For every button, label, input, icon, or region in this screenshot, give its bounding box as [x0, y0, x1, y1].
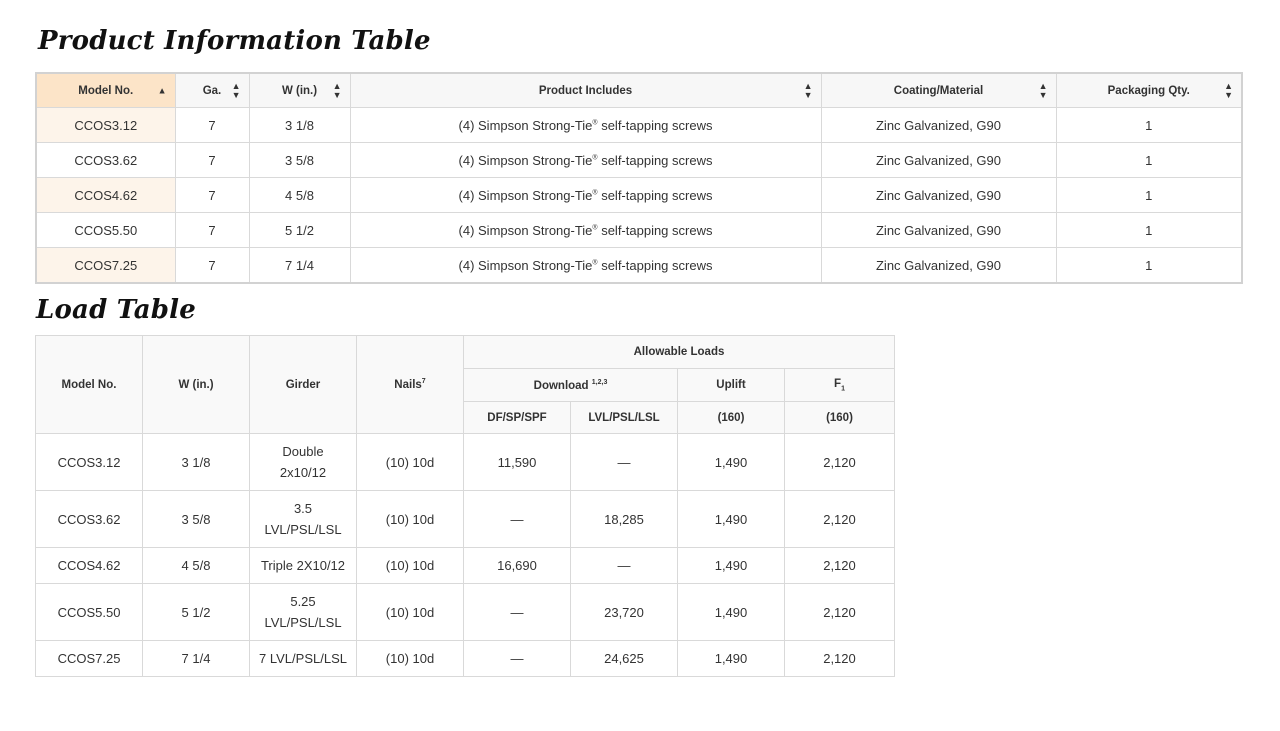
- ga-cell: 7: [175, 143, 249, 178]
- product-information-heading: Product Information Table: [38, 26, 431, 56]
- sort-icon: ▲ ▼: [803, 80, 813, 100]
- includes-text: (4) Simpson Strong-Tie: [458, 117, 593, 133]
- header-df-sp-spf: DF/SP/SPF: [464, 402, 571, 434]
- header-nails: [357, 336, 464, 434]
- header-model-no: Model No.: [36, 336, 143, 434]
- girder-line: LVL/PSL/LSL: [264, 615, 342, 630]
- qty-cell: 1: [1056, 108, 1242, 143]
- nails-cell: (10) 10d: [357, 491, 464, 548]
- header-f1: [785, 369, 895, 402]
- uplift-cell: 1,490: [678, 641, 785, 677]
- qty-cell: 1: [1056, 248, 1242, 284]
- qty-cell: 1: [1056, 178, 1242, 213]
- nails-cell: (10) 10d: [357, 434, 464, 491]
- uplift-cell: 1,490: [678, 584, 785, 641]
- coating-cell: Zinc Galvanized, G90: [821, 213, 1056, 248]
- uplift-cell: 1,490: [678, 548, 785, 584]
- table-row: [36, 143, 1242, 178]
- column-header-label: Packaging Qty.: [1107, 84, 1190, 97]
- w-cell: 5 1/2: [143, 584, 250, 641]
- f1-cell: 2,120: [785, 641, 895, 677]
- w-cell: 4 5/8: [249, 178, 350, 213]
- sort-ascending-icon: ▲: [157, 85, 167, 95]
- lvl-cell: —: [571, 434, 678, 491]
- header-f1-160: (160): [785, 402, 895, 434]
- table-row: [36, 548, 895, 584]
- includes-cell: [350, 213, 821, 248]
- table-row: [36, 178, 1242, 213]
- girder-cell: 7 LVL/PSL/LSL: [250, 641, 357, 677]
- table-row: [36, 213, 1242, 248]
- includes-cell: [350, 143, 821, 178]
- header-download-label: Download: [533, 379, 592, 392]
- model-cell: CCOS7.25: [36, 248, 175, 284]
- table-row: [36, 584, 895, 641]
- lvl-cell: 24,625: [571, 641, 678, 677]
- w-cell: 4 5/8: [143, 548, 250, 584]
- column-header-label: W (in.): [281, 84, 318, 97]
- header-girder: Girder: [250, 336, 357, 434]
- footnote-marker: 1,2,3: [591, 378, 608, 386]
- girder-line: 3.5: [293, 501, 313, 516]
- coating-cell: Zinc Galvanized, G90: [821, 143, 1056, 178]
- nails-cell: (10) 10d: [357, 641, 464, 677]
- girder-cell: [250, 491, 357, 548]
- df-cell: —: [464, 584, 571, 641]
- model-cell: CCOS5.50: [36, 213, 175, 248]
- header-uplift-160: (160): [678, 402, 785, 434]
- ga-cell: 7: [175, 108, 249, 143]
- df-cell: —: [464, 491, 571, 548]
- registered-mark: ®: [592, 119, 598, 127]
- df-cell: 11,590: [464, 434, 571, 491]
- girder-cell: [250, 434, 357, 491]
- girder-line: Double: [282, 444, 324, 459]
- table-row: [36, 491, 895, 548]
- model-cell: CCOS3.62: [36, 491, 143, 548]
- table-row: [36, 434, 895, 491]
- uplift-cell: 1,490: [678, 491, 785, 548]
- model-cell: CCOS5.50: [36, 584, 143, 641]
- includes-text: (4) Simpson Strong-Tie: [458, 257, 593, 273]
- w-cell: 3 5/8: [249, 143, 350, 178]
- product-header-row: [36, 73, 1242, 108]
- ga-cell: 7: [175, 178, 249, 213]
- w-cell: 3 1/8: [249, 108, 350, 143]
- ga-cell: 7: [175, 213, 249, 248]
- includes-text: (4) Simpson Strong-Tie: [458, 152, 593, 168]
- ga-cell: 7: [175, 248, 249, 284]
- header-download: [464, 369, 678, 402]
- column-header-coating-material[interactable]: [821, 73, 1056, 108]
- model-cell: CCOS3.62: [36, 143, 175, 178]
- header-allowable-loads: Allowable Loads: [464, 336, 895, 369]
- column-header-label: Product Includes: [538, 84, 633, 97]
- includes-text: self-tapping screws: [597, 117, 713, 133]
- coating-cell: Zinc Galvanized, G90: [821, 108, 1056, 143]
- sort-icon: ▲ ▼: [332, 80, 342, 100]
- product-information-table: [35, 72, 1243, 284]
- table-row: [36, 108, 1242, 143]
- girder-line: 5.25: [290, 594, 316, 609]
- footnote-marker: 7: [421, 378, 426, 386]
- uplift-cell: 1,490: [678, 434, 785, 491]
- includes-text: self-tapping screws: [597, 152, 713, 168]
- girder-line: 2x10/12: [279, 465, 327, 480]
- load-table-heading: Load Table: [36, 295, 197, 325]
- w-cell: 3 1/8: [143, 434, 250, 491]
- lvl-cell: 23,720: [571, 584, 678, 641]
- registered-mark: ®: [592, 259, 598, 267]
- w-cell: 7 1/4: [143, 641, 250, 677]
- includes-text: (4) Simpson Strong-Tie: [458, 187, 593, 203]
- column-header-model-no[interactable]: [36, 73, 175, 108]
- column-header-ga[interactable]: [175, 73, 249, 108]
- model-cell: CCOS4.62: [36, 548, 143, 584]
- f1-cell: 2,120: [785, 491, 895, 548]
- coating-cell: Zinc Galvanized, G90: [821, 178, 1056, 213]
- column-header-product-includes[interactable]: [350, 73, 821, 108]
- includes-text: self-tapping screws: [597, 222, 713, 238]
- includes-text: self-tapping screws: [597, 187, 713, 203]
- lvl-cell: 18,285: [571, 491, 678, 548]
- f1-cell: 2,120: [785, 584, 895, 641]
- f1-cell: 2,120: [785, 434, 895, 491]
- model-cell: CCOS7.25: [36, 641, 143, 677]
- f1-cell: 2,120: [785, 548, 895, 584]
- load-table: [35, 335, 895, 677]
- model-cell: CCOS3.12: [36, 434, 143, 491]
- nails-cell: (10) 10d: [357, 548, 464, 584]
- df-cell: —: [464, 641, 571, 677]
- registered-mark: ®: [592, 224, 598, 232]
- column-header-w[interactable]: [249, 73, 350, 108]
- header-w: W (in.): [143, 336, 250, 434]
- w-cell: 5 1/2: [249, 213, 350, 248]
- includes-text: (4) Simpson Strong-Tie: [458, 222, 593, 238]
- w-cell: 7 1/4: [249, 248, 350, 284]
- qty-cell: 1: [1056, 143, 1242, 178]
- girder-cell: Triple 2X10/12: [250, 548, 357, 584]
- sort-icon: ▲ ▼: [1224, 80, 1233, 100]
- nails-cell: (10) 10d: [357, 584, 464, 641]
- header-f-label: F: [834, 377, 842, 390]
- df-cell: 16,690: [464, 548, 571, 584]
- model-cell: CCOS4.62: [36, 178, 175, 213]
- includes-cell: [350, 248, 821, 284]
- header-uplift: Uplift: [678, 369, 785, 402]
- sort-icon: ▲ ▼: [1038, 80, 1048, 100]
- includes-cell: [350, 178, 821, 213]
- table-row: [36, 641, 895, 677]
- sort-icon: ▲ ▼: [231, 80, 241, 100]
- includes-text: self-tapping screws: [597, 257, 713, 273]
- subscript-marker: 1: [841, 385, 845, 393]
- lvl-cell: —: [571, 548, 678, 584]
- header-lvl-psl-lsl: LVL/PSL/LSL: [571, 402, 678, 434]
- w-cell: 3 5/8: [143, 491, 250, 548]
- table-row: [36, 248, 1242, 284]
- column-header-label: Coating/Material: [893, 84, 984, 97]
- girder-line: LVL/PSL/LSL: [264, 522, 342, 537]
- registered-mark: ®: [592, 189, 598, 197]
- qty-cell: 1: [1056, 213, 1242, 248]
- coating-cell: Zinc Galvanized, G90: [821, 248, 1056, 284]
- model-cell: CCOS3.12: [36, 108, 175, 143]
- load-header-row: [36, 336, 895, 369]
- header-nails-label: Nails: [394, 378, 422, 391]
- column-header-label: Model No.: [78, 84, 134, 97]
- column-header-packaging-qty[interactable]: [1056, 73, 1242, 108]
- includes-cell: [350, 108, 821, 143]
- girder-cell: [250, 584, 357, 641]
- registered-mark: ®: [592, 154, 598, 162]
- column-header-label: Ga.: [202, 84, 222, 97]
